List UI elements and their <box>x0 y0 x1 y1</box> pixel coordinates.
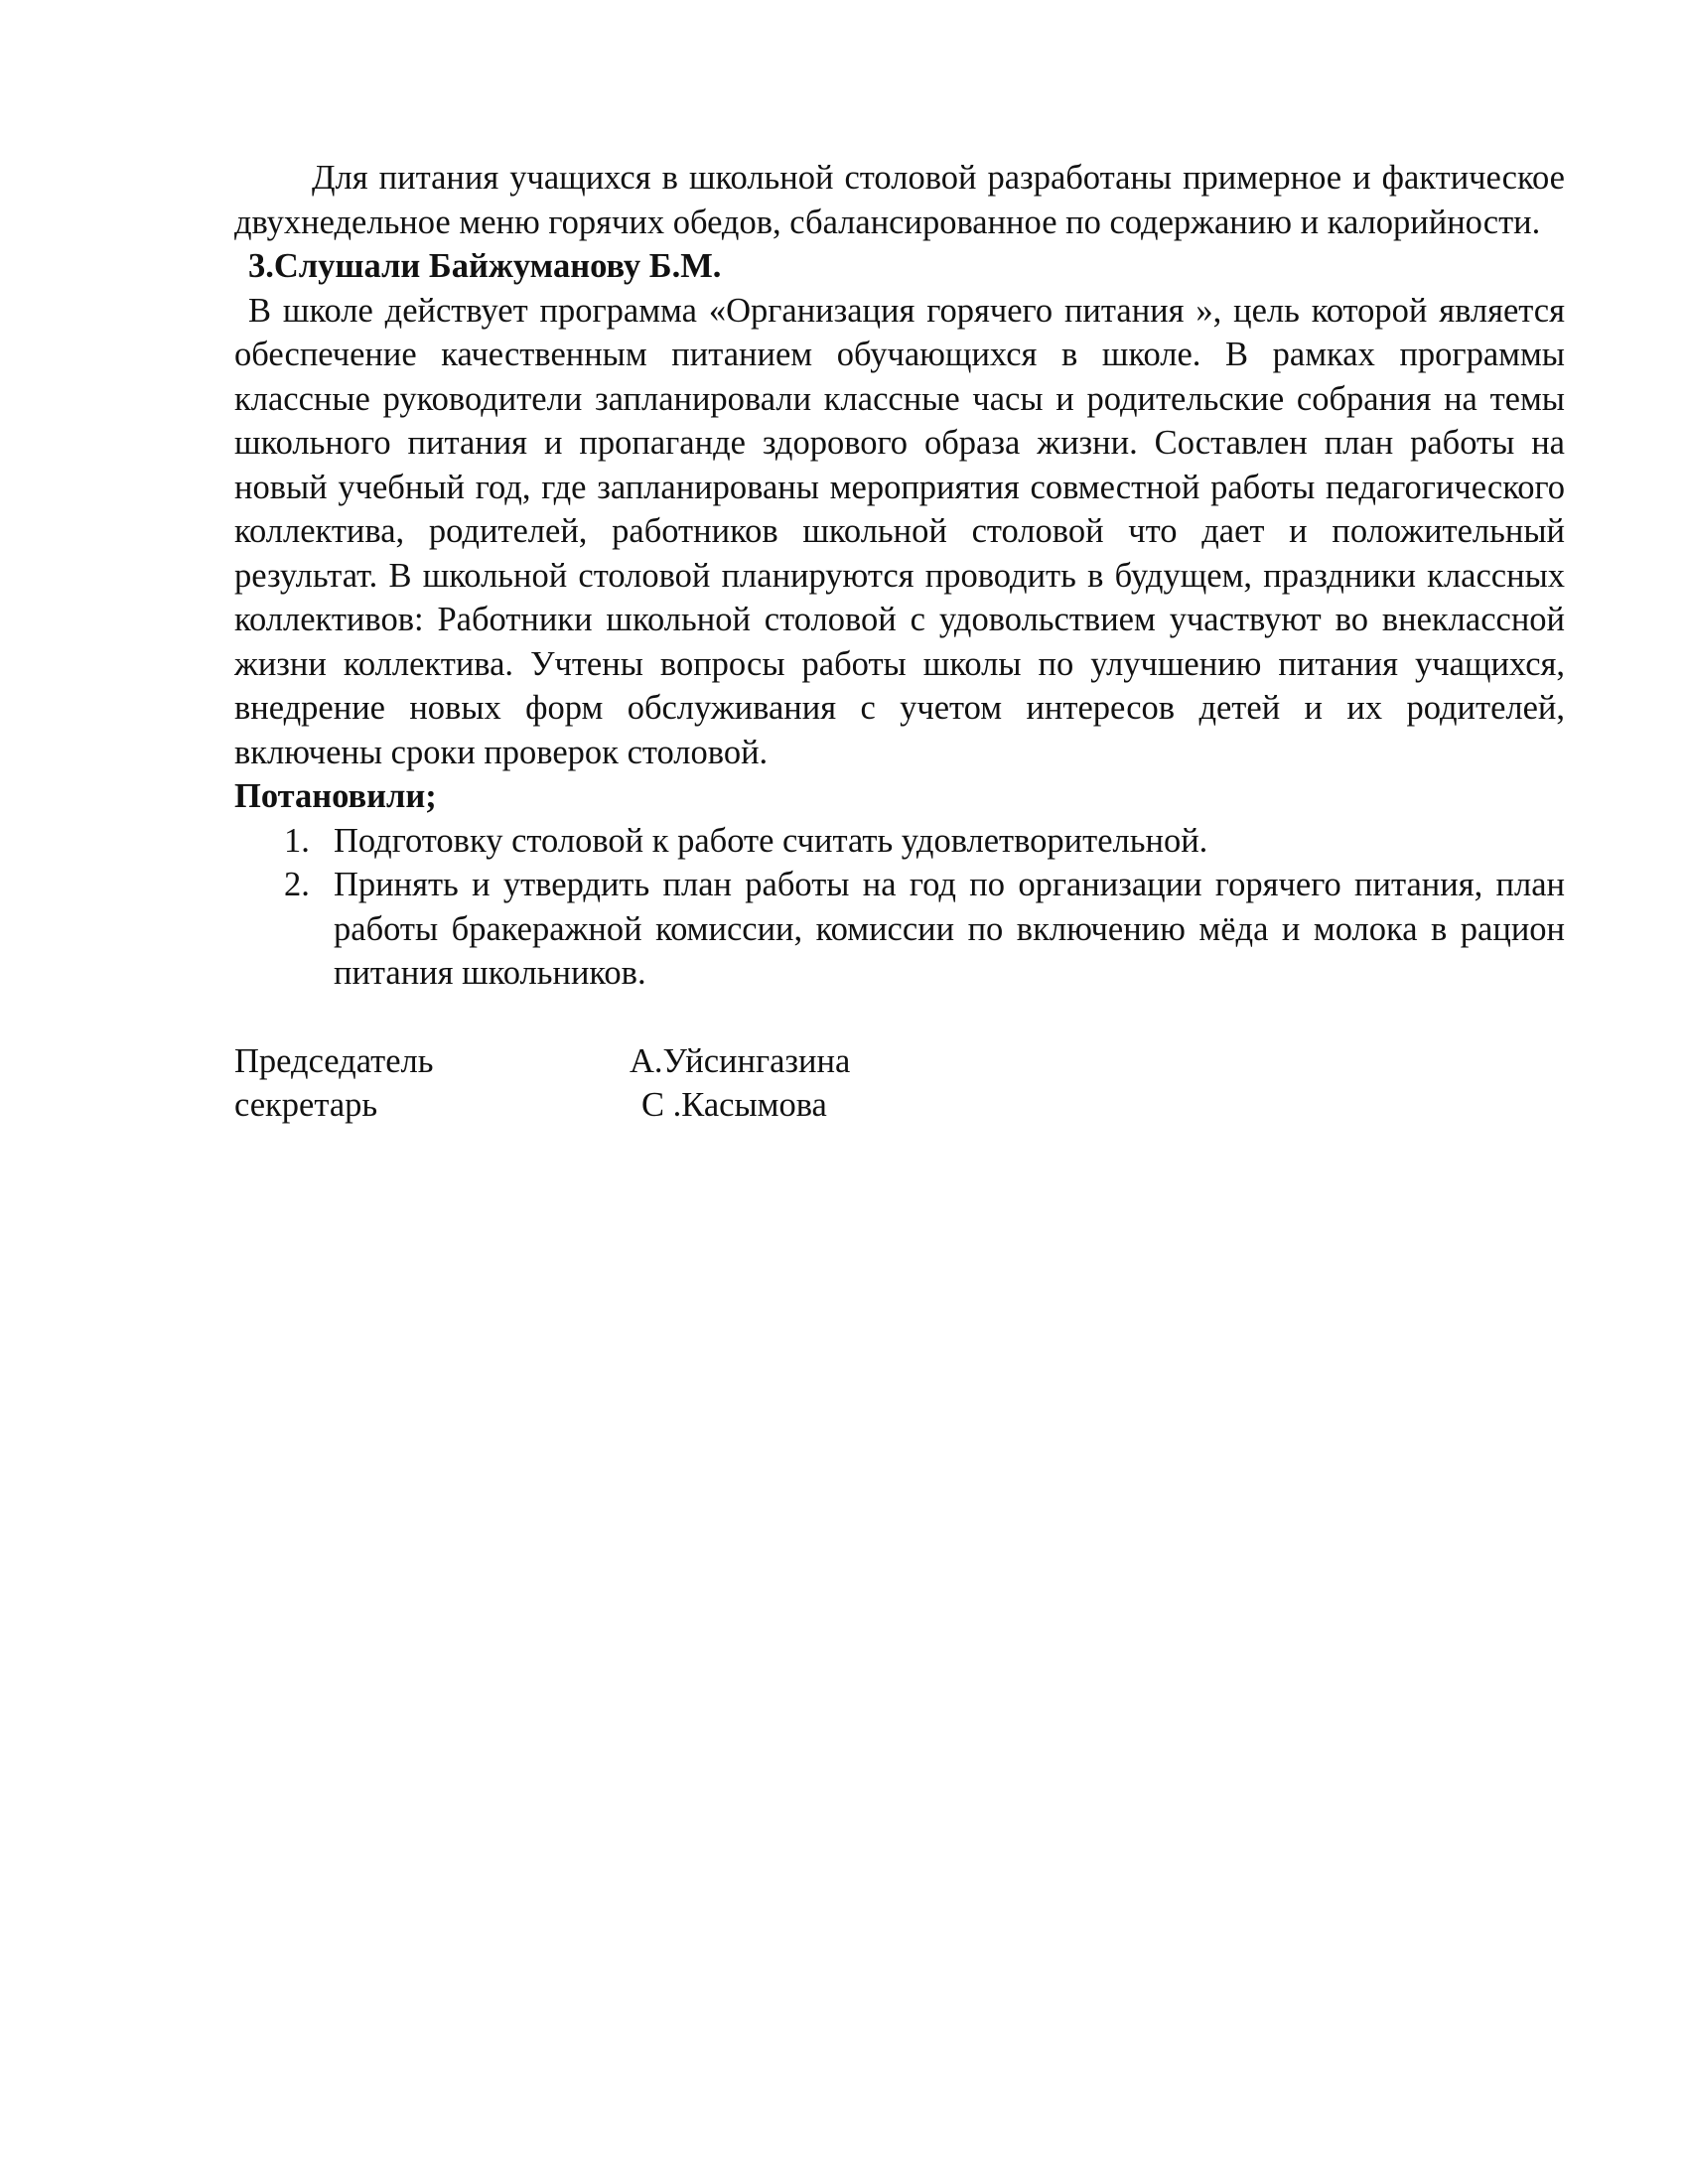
resolution-text: Принять и утвердить план работы на год по организации горячего питания, план работы бракеражной комиссии, комиссии по включению мёда и молока в рацион питания школьников. <box>334 866 1565 992</box>
chair-name: А.Уйсингазина <box>630 1041 851 1080</box>
signature-row-chair <box>234 1039 1565 1084</box>
secretary-name: С .Касымова <box>641 1086 827 1124</box>
signature-block <box>234 1039 1565 1128</box>
chair-role: Председатель <box>234 1041 434 1080</box>
document-page <box>234 156 1565 1128</box>
resolution-text: Подготовку столовой к работе считать удовлетворительной. <box>334 821 1208 860</box>
section-heading: 3.Слушали Байжуманову Б.М. <box>248 247 722 285</box>
resolution-number: 1. <box>284 821 310 860</box>
resolution-item <box>234 863 1565 996</box>
signature-row-secretary <box>234 1083 1565 1128</box>
resolution-number: 2. <box>284 866 310 903</box>
resolution-item <box>234 819 1565 864</box>
resolution-list <box>234 819 1565 996</box>
intro-paragraph: Для питания учащихся в школьной столовой разработаны примерное и фактическое двухнедельное меню горячих обедов, сбалансированное по содержанию и калорийности. <box>234 159 1565 241</box>
resolution-heading: Потановили; <box>234 777 437 815</box>
secretary-role: секретарь <box>234 1086 378 1124</box>
section-paragraph: В школе действует программа «Организация горячего питания », цель которой является обеспечение качественным питанием обучающихся в школе. В рамках программы классные руководители запланировали классные часы и родительские собрания на темы школьного питания и пропаганде здорового образа жизни. Составлен план работы на новый учебный год, где запланированы мероприятия совместной работы педагогического коллектива, родителей, работников школьной столовой что дает и положительный результат. В школьной столовой планируются проводить в будущем, праздники классных коллективов: Работники школьной столовой с удовольствием участвуют во внеклассной жизни коллектива. Учтены вопросы работы школы по улучшению питания учащихся, внедрение новых форм обслуживания с учетом интересов детей и их родителей, включены сроки проверок столовой. <box>234 291 1565 771</box>
